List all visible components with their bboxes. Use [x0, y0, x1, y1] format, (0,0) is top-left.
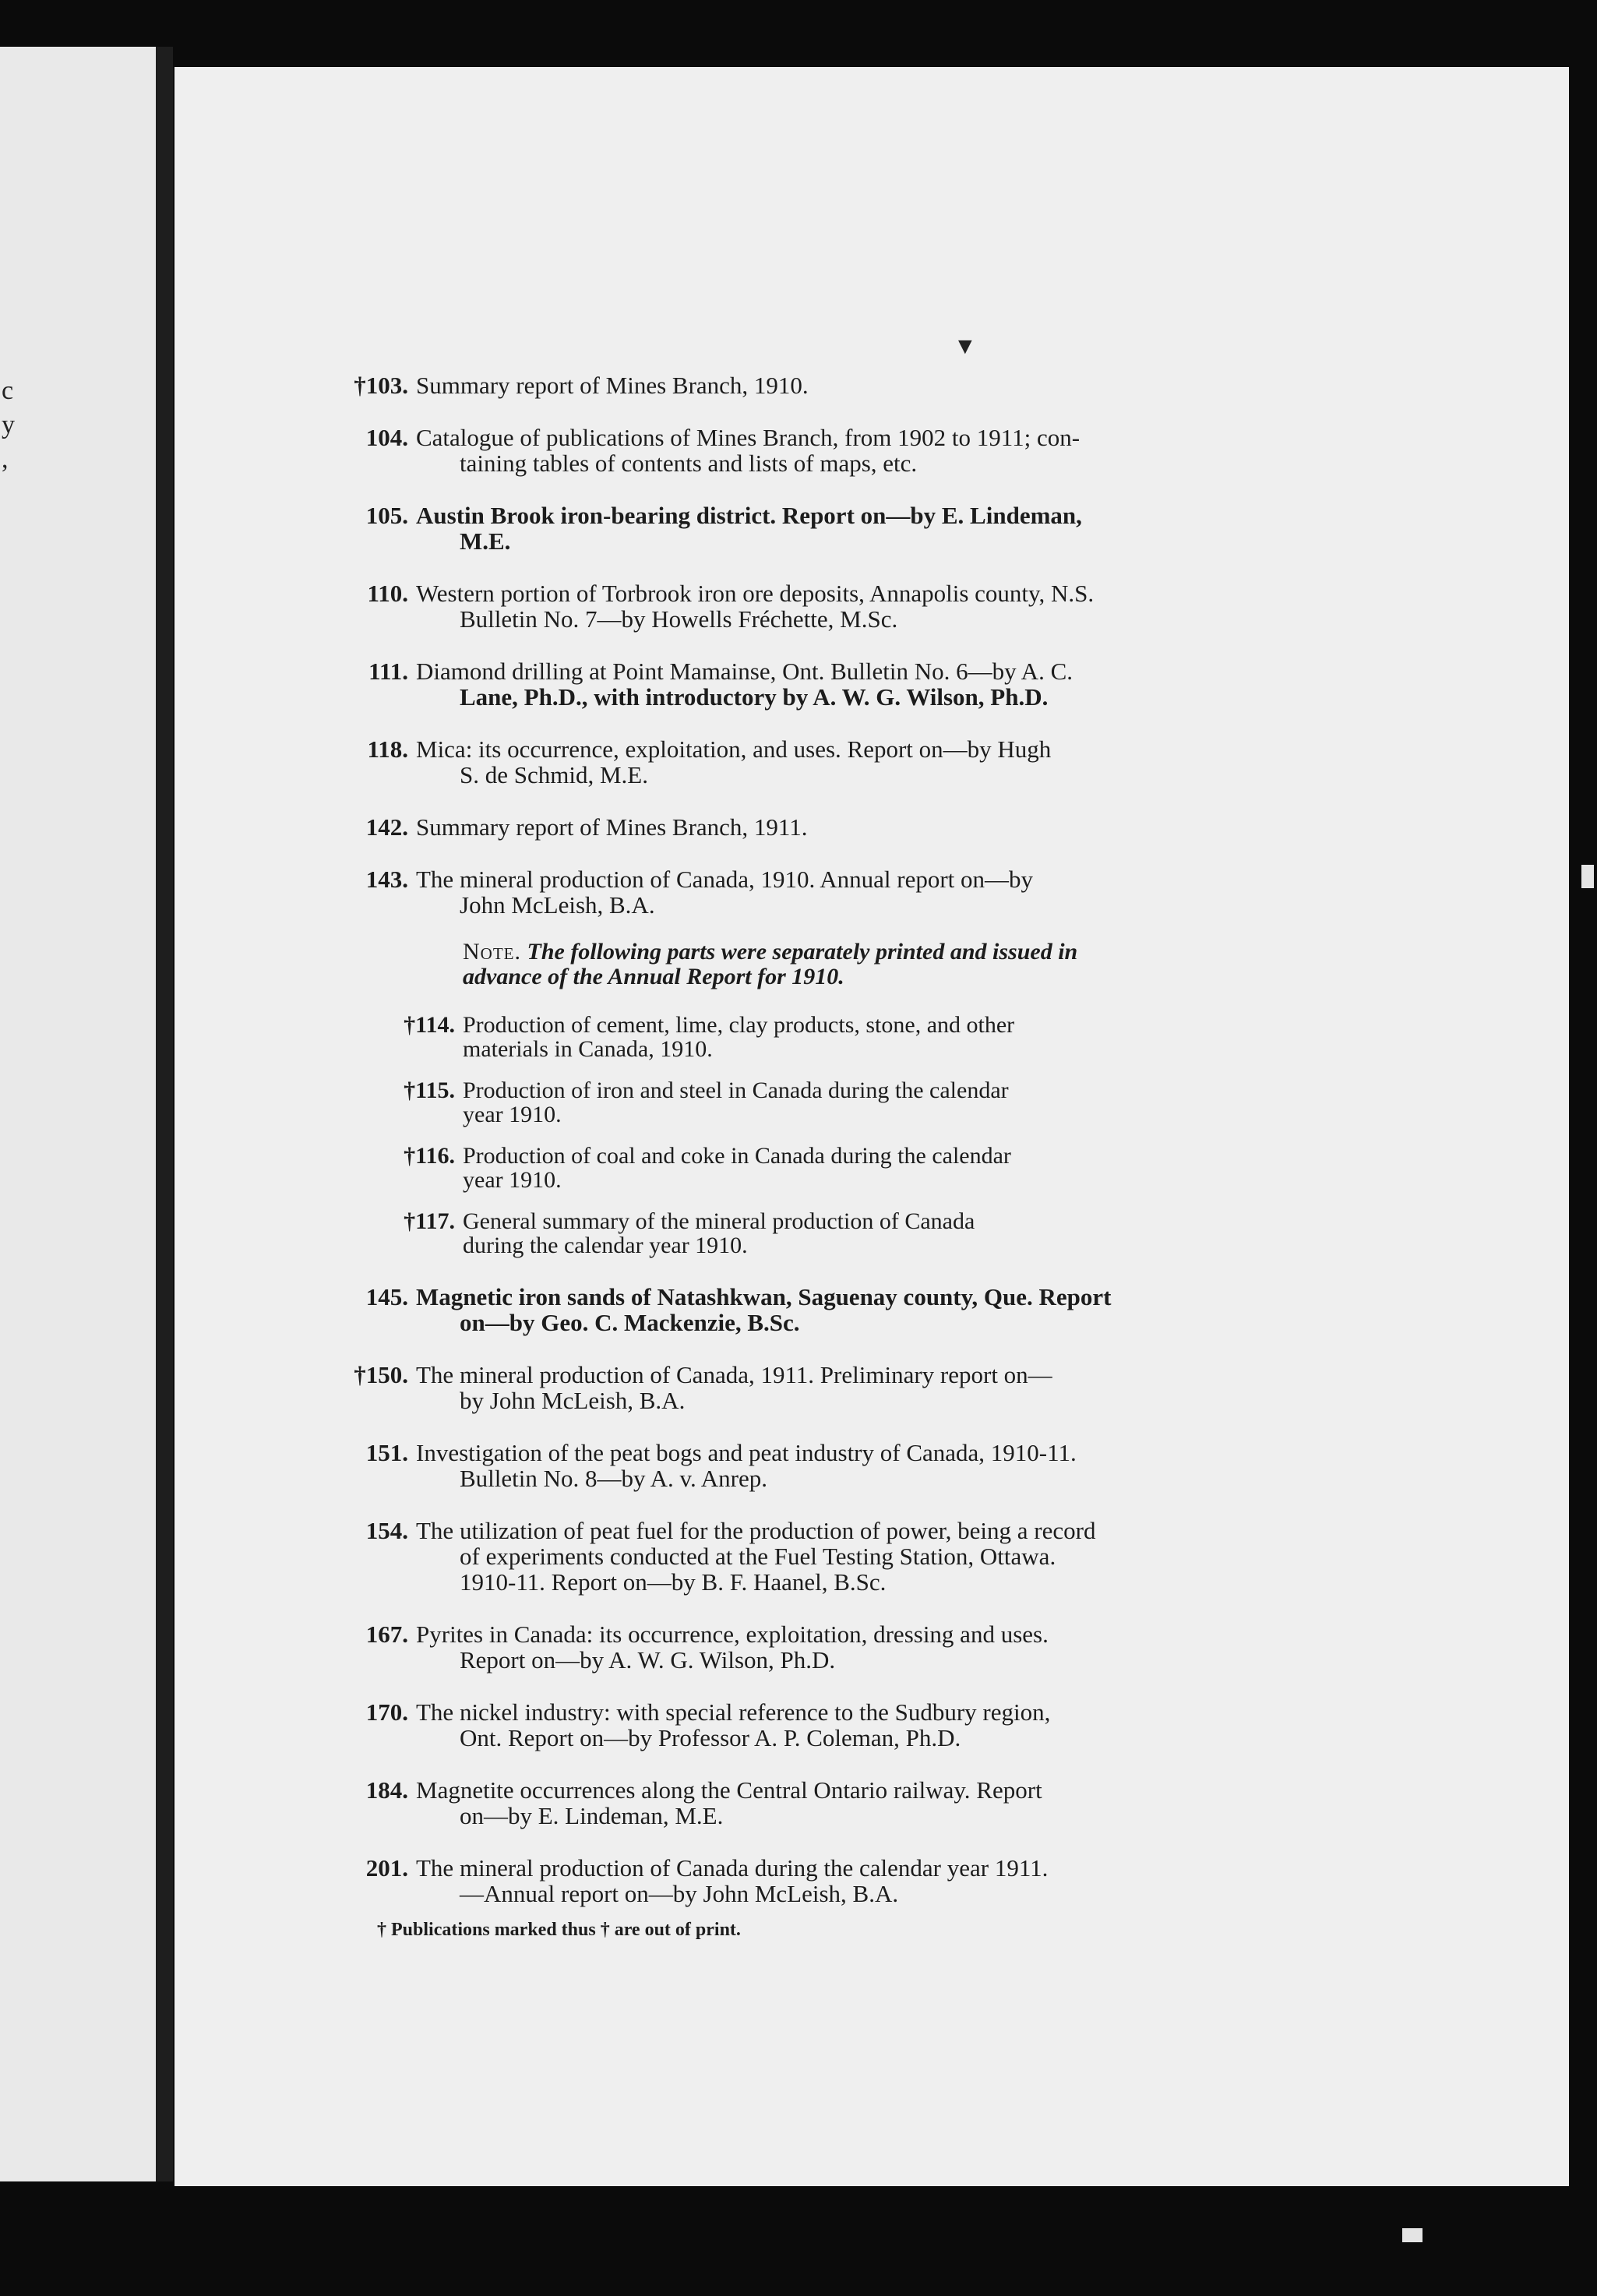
- list-item: [330, 1284, 1437, 1335]
- entry-text: Western portion of Torbrook iron ore deposits, Annapolis county, N.S. Bulletin No. 7—by Howells Fréchette, M.Sc.: [416, 580, 1095, 633]
- entry-number: †116.: [404, 1143, 455, 1169]
- entry-number: 104.: [365, 424, 408, 451]
- sub-list-item: [330, 1209, 1437, 1257]
- entry-number: 142.: [365, 813, 408, 841]
- entry-number: †117.: [404, 1208, 455, 1234]
- entry-text: Production of iron and steel in Canada during the calendar year 1910.: [463, 1077, 1009, 1127]
- entry-text: Investigation of the peat bogs and peat industry of Canada, 1910-11. Bulletin No. 8—by A. v. Anrep.: [416, 1439, 1077, 1492]
- entry-text: Catalogue of publications of Mines Branch, from 1902 to 1911; con- taining tables of contents and lists of maps, etc.: [416, 424, 1081, 477]
- entry-text: The mineral production of Canada, 1910. Annual report on—by John McLeish, B.A.: [416, 866, 1034, 919]
- entry-number: †103.: [354, 372, 408, 399]
- list-item: [330, 1855, 1437, 1906]
- entry-number: 151.: [365, 1439, 408, 1466]
- note-block: [330, 940, 1437, 989]
- page-mark: ▼: [954, 333, 977, 359]
- entry-text: The mineral production of Canada during the calendar year 1911. —Annual report on—by John McLeish, B.A.: [416, 1854, 1049, 1907]
- sub-list-item: [330, 1013, 1437, 1061]
- entry-number: 110.: [367, 580, 408, 607]
- entry-text: Magnetite occurrences along the Central Ontario railway. Report on—by E. Lindeman, M.E.: [416, 1776, 1042, 1829]
- entry-text: Mica: its occurrence, exploitation, and uses. Report on—by Hugh S. de Schmid, M.E.: [416, 735, 1052, 788]
- list-item: [330, 658, 1437, 710]
- entry-text: Production of cement, lime, clay products, stone, and other materials in Canada, 1910.: [463, 1012, 1015, 1062]
- list-item: [330, 866, 1437, 918]
- list-item: [330, 1440, 1437, 1491]
- entry-text: Austin Brook iron-bearing district. Report on—by E. Lindeman, M.E.: [416, 502, 1082, 555]
- publication-list: [330, 372, 1437, 1933]
- facing-page: [0, 47, 173, 2181]
- entry-number: 111.: [368, 658, 408, 685]
- list-item: [330, 503, 1437, 554]
- entry-text: Summary report of Mines Branch, 1910.: [416, 372, 809, 399]
- entry-text: Summary report of Mines Branch, 1911.: [416, 813, 808, 841]
- list-item: [330, 1621, 1437, 1673]
- list-item: [330, 814, 1437, 840]
- entry-number: 154.: [365, 1517, 408, 1544]
- page-edge-mark: [1581, 865, 1594, 888]
- list-item: [330, 425, 1437, 476]
- facing-page-fragments: c y ,: [2, 376, 15, 474]
- entry-text: The mineral production of Canada, 1911. Preliminary report on— by John McLeish, B.A.: [416, 1361, 1052, 1414]
- entry-text: Diamond drilling at Point Mamainse, Ont. Bulletin No. 6—by A. C. Lane, Ph.D., with introductory by A. W. G. Wilson, Ph.D.: [416, 658, 1073, 711]
- note-lead: Note.: [463, 939, 521, 965]
- list-item: [330, 1699, 1437, 1751]
- entry-number: †114.: [404, 1012, 455, 1038]
- sub-list-item: [330, 1144, 1437, 1192]
- entry-text: Magnetic iron sands of Natashkwan, Saguenay county, Que. Report on—by Geo. C. Mackenzie, B.Sc.: [416, 1283, 1112, 1336]
- entry-number: 118.: [367, 735, 408, 763]
- footnote: † Publications marked thus † are out of print.: [377, 1920, 741, 1940]
- note-text: The following parts were separately printed and issued in: [527, 939, 1078, 965]
- document-page: [175, 67, 1569, 2186]
- list-item: [330, 580, 1437, 632]
- entry-text: The nickel industry: with special reference to the Sudbury region, Ont. Report on—by Professor A. P. Coleman, Ph.D.: [416, 1698, 1051, 1751]
- sub-list-item: [330, 1078, 1437, 1127]
- entry-number: 170.: [365, 1698, 408, 1726]
- entry-number: 201.: [365, 1854, 408, 1882]
- entry-number: †150.: [354, 1361, 408, 1388]
- entry-text: Pyrites in Canada: its occurrence, exploitation, dressing and uses. Report on—by A. W. G. Wilson, Ph.D.: [416, 1621, 1049, 1674]
- entry-text: The utilization of peat fuel for the production of power, being a record of experiments conducted at the Fuel Testing Station, Ottawa. 1910-11. Report on—by B. F. Haanel, B.Sc.: [416, 1517, 1096, 1596]
- list-item: [330, 736, 1437, 788]
- list-item: [330, 1518, 1437, 1595]
- page-edge-mark: [1402, 2228, 1422, 2242]
- entry-number: 145.: [365, 1283, 408, 1310]
- note-text: advance of the Annual Report for 1910.: [463, 964, 844, 989]
- list-item: [330, 1362, 1437, 1413]
- entry-number: 167.: [365, 1621, 408, 1648]
- entry-text: Production of coal and coke in Canada during the calendar year 1910.: [463, 1143, 1011, 1193]
- list-item: [330, 372, 1437, 398]
- entry-number: †115.: [404, 1077, 455, 1103]
- entry-text: General summary of the mineral production of Canada during the calendar year 1910.: [463, 1208, 975, 1258]
- entry-number: 184.: [365, 1776, 408, 1804]
- entry-number: 105.: [365, 502, 408, 529]
- list-item: [330, 1777, 1437, 1829]
- entry-number: 143.: [365, 866, 408, 893]
